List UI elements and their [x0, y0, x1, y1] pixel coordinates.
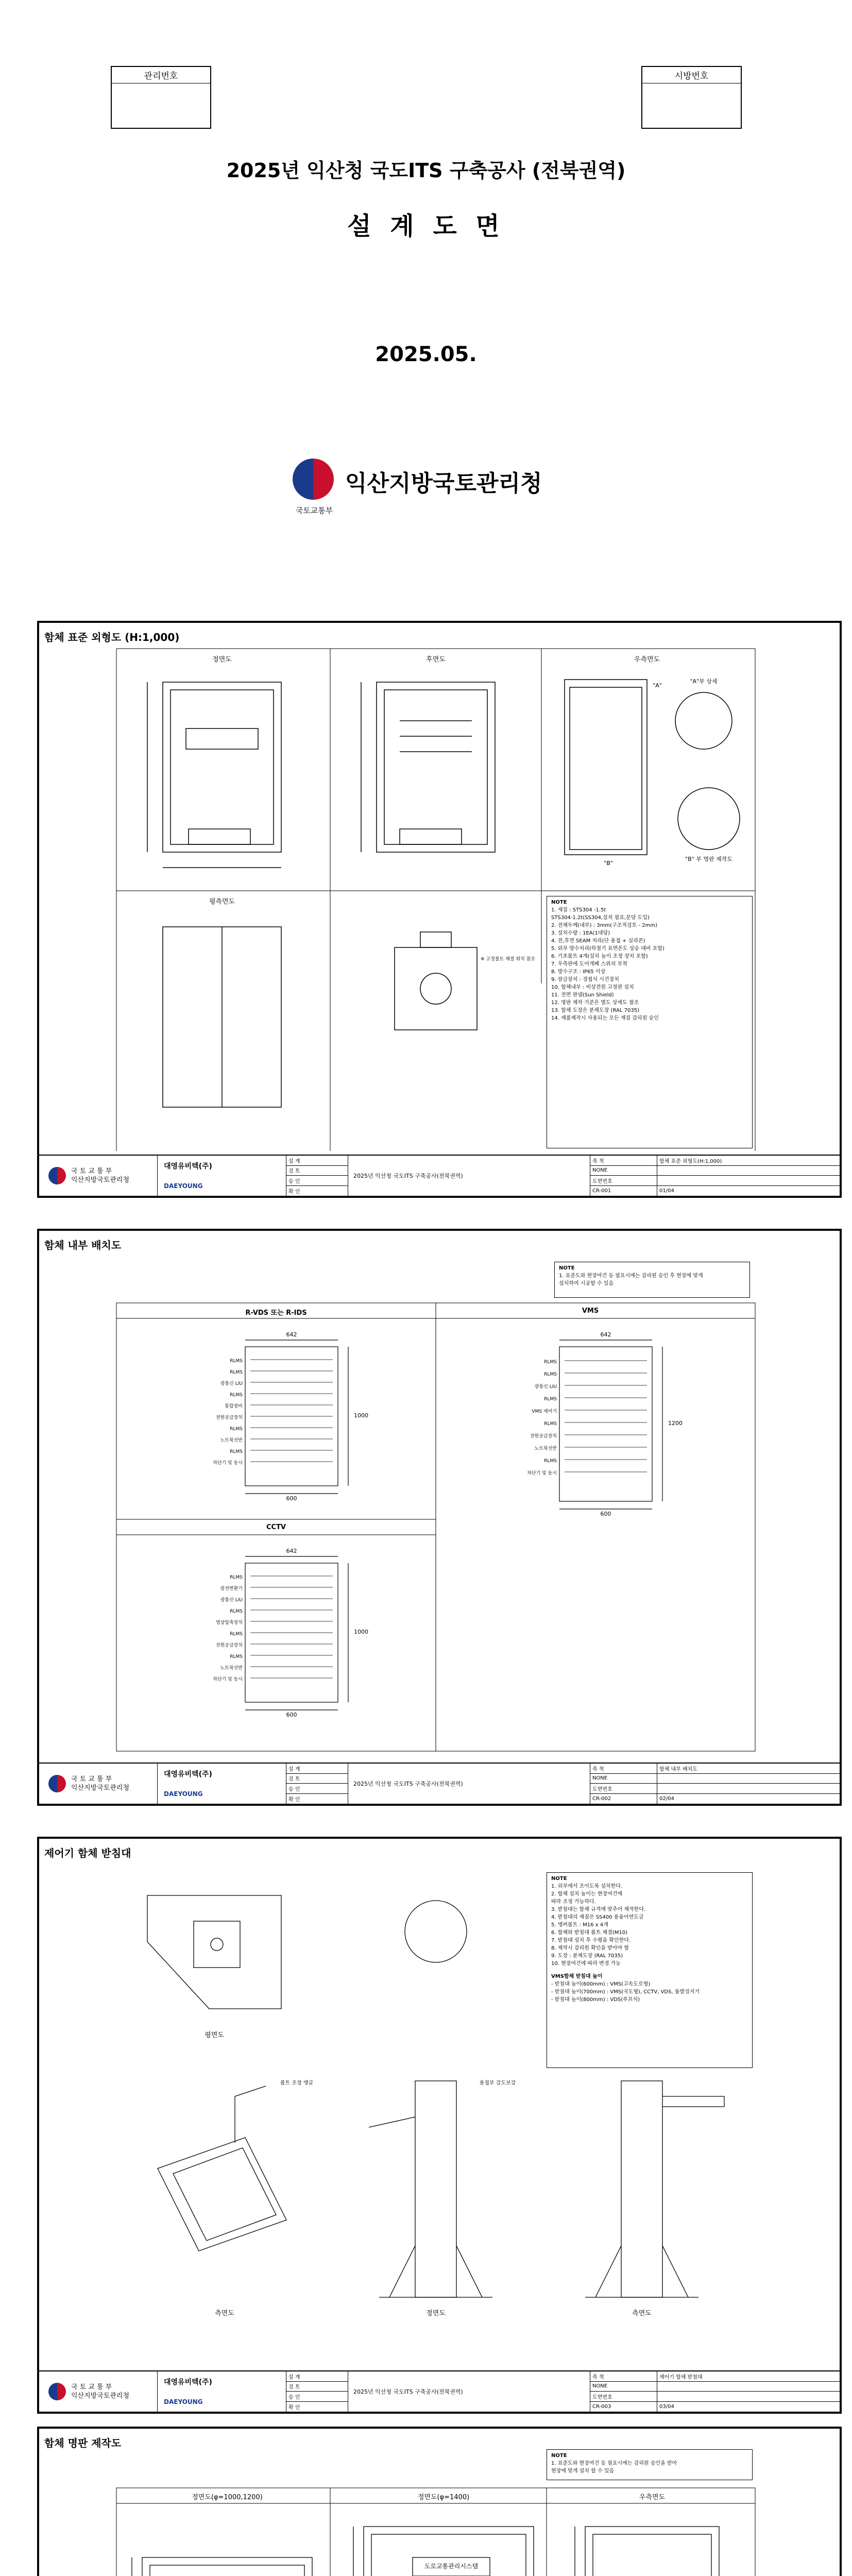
view-label-front: 정면도: [426, 2310, 446, 2317]
tb-role: 승 인: [286, 2392, 348, 2402]
component-label: RLMS: [544, 1397, 557, 1402]
emblem-icon: [293, 459, 334, 500]
plate-text: 도로교통관리시스템: [424, 2563, 479, 2570]
dim-base: 600: [600, 1511, 611, 1517]
view-label-front-b: 정면도(φ=1400): [417, 2494, 470, 2501]
ministry-name: 국토교통부: [295, 506, 333, 515]
component-label: 차단기 및 동시: [527, 1471, 557, 1476]
component-list: [178, 1355, 243, 1469]
component-label: 영상압축장치: [215, 1620, 243, 1625]
component-label: 차단기 및 동시: [213, 1677, 243, 1682]
component-label: 광통신 LIU: [220, 1381, 243, 1386]
view-label-right: 우측면도: [634, 656, 660, 664]
note-line: STS304-1.2t(SS304,설치 필요,문당 도입): [551, 915, 650, 921]
note-line: 5. 외부 방수처리(하절기 표면온도 상승 대비 포함): [551, 946, 664, 952]
component-label: RLMS: [230, 1370, 243, 1375]
agency-name: 익산지방국토관리청: [345, 470, 542, 497]
tb-company: 대영유비텍(주): [164, 2378, 212, 2386]
tb-dwg-title: 제어기 함체 받침대: [657, 2371, 840, 2382]
tb-dwg-title: 함체 표준 외형도(H:1,000): [657, 1156, 840, 1166]
tb-ministry: 국 토 교 통 부: [71, 1167, 112, 1175]
sub-heading: VMS함체 받침대 높이: [551, 1974, 603, 1979]
tb-page-num: 03/04: [659, 2403, 674, 2410]
component-label: RLMS: [230, 1654, 243, 1659]
title-block: [39, 2370, 840, 2412]
component-label: VMS 제어기: [532, 1409, 557, 1414]
note-line: 2. 함체 설치 높이는 현장여건에: [551, 1891, 623, 1897]
sheet-exterior: [37, 621, 842, 1198]
tb-project: 2025년 익산청 국도ITS 구축공사(전북권역): [348, 1156, 590, 1196]
tb-ministry: 국 토 교 통 부: [71, 2383, 112, 2391]
project-title: 2025년 익산청 국도ITS 구축공사 (전북권역): [226, 159, 626, 182]
note-line: 4. 받침대의 재질은 SS400 용융아연도금: [551, 1914, 644, 1920]
note-line: 8. 제작시 감리원 확인을 받아야 함: [551, 1945, 629, 1951]
dim-width: 642: [286, 1331, 297, 1338]
tb-scale-value: NONE: [590, 1166, 657, 1176]
component-label: 노트북선반: [534, 1446, 557, 1451]
component-label: RLMS: [230, 1575, 243, 1580]
note-line: 1. 외부에서 조이도록 설치한다.: [551, 1884, 623, 1889]
component-label: RLMS: [230, 1449, 243, 1454]
note-line: 7. 받침대 설치 후 수평을 확인한다.: [551, 1938, 631, 1943]
nameplate-drawing: [39, 2429, 840, 2576]
note-line: 14. 제품제작시 사용되는 모든 재질 감리원 승인: [551, 1015, 659, 1021]
detail-b-label: "B" 부 명판 제작도: [685, 856, 732, 862]
view-label-plan-side: 평측면도: [209, 898, 235, 906]
component-label: RLMS: [544, 1421, 557, 1427]
note-line: 10. 함체내부 : 비상전원 고정판 설치: [551, 985, 634, 990]
note-line: 5. 앵커볼트 : M16 x 4개: [551, 1922, 608, 1928]
tb-role: 검 토: [286, 2382, 348, 2392]
note-line: 6. 기초볼트 4개(설치 높이 조정 장치 포함): [551, 954, 648, 959]
component-label: 노트북선반: [220, 1666, 243, 1671]
tb-dwg-title: 함체 내부 배치도: [657, 1764, 840, 1774]
dim-height: 1000: [354, 1412, 368, 1419]
view-label-front: 정면도: [212, 656, 232, 664]
dim-width: 642: [600, 1331, 611, 1338]
sheet-title: 함체 명판 제작도: [44, 2437, 122, 2449]
tb-dwg-label: 도면번호: [590, 1176, 657, 1186]
note-line: 10. 현장여건에 따라 변경 가능: [551, 1961, 621, 1967]
management-number-box: [111, 66, 211, 129]
notes-heading: NOTE: [559, 1265, 575, 1271]
detail-a-label: "A"부 상세: [690, 678, 718, 685]
note-line: 6. 함체와 받침대 볼트 체결(M10): [551, 1930, 628, 1936]
note-line: 13. 함체 도장은 분체도장 (RAL 7035): [551, 1008, 639, 1013]
tb-project: 2025년 익산청 국도ITS 구축공사(전북권역): [348, 1764, 590, 1804]
tb-scale-label: 축 척: [590, 1156, 657, 1166]
title-block: [39, 1762, 840, 1804]
section-title: R-VDS 또는 R-IDS: [245, 1309, 307, 1317]
side-note: 볼트 조정 앵글: [280, 2080, 314, 2086]
tb-role: 검 토: [286, 1166, 348, 1176]
component-label: RLMS: [230, 1609, 243, 1614]
note-line: 설치하여 시공할 수 있음: [559, 1281, 614, 1286]
management-number-label: 관리번호: [112, 67, 210, 83]
view-label-rear: 후면도: [426, 656, 446, 664]
note-line: 9. 잠금장치 : 경첩식 시건장치: [551, 977, 619, 982]
component-label: 광통신 LIU: [534, 1384, 557, 1389]
tb-ministry: 국 토 교 통 부: [71, 1775, 112, 1783]
tb-role: 설 계: [286, 2371, 348, 2382]
component-label: RLMS: [544, 1360, 557, 1365]
tb-scale-label: 축 척: [590, 1764, 657, 1774]
tb-company-logo: DAEYOUNG: [164, 2398, 203, 2405]
detail-marker-a: "A": [653, 682, 662, 689]
sheet-interior: [37, 1229, 842, 1806]
component-label: 전원공급장치: [215, 1415, 243, 1420]
tb-sheet-no: CR-003: [592, 2403, 611, 2410]
component-label: 통합장비: [225, 1404, 243, 1409]
component-list: [178, 1572, 243, 1685]
view-label-front-a: 정면도(φ=1000,1200): [192, 2494, 263, 2501]
view-label-side-left: 측면도: [215, 2310, 234, 2317]
plan-note: ※ 고정볼트 체결 위치 참조: [481, 957, 535, 962]
sheet-stand: [37, 1837, 842, 2414]
document-date: 2025.05.: [375, 343, 477, 366]
tb-sheet-no: CR-002: [592, 1795, 611, 1802]
tb-scale-value: NONE: [590, 2382, 657, 2392]
tb-agency: 익산지방국토관리청: [71, 1784, 130, 1792]
notes-box: [547, 896, 753, 1148]
tb-company: 대영유비텍(주): [164, 1770, 212, 1778]
tb-dwg-label: 도면번호: [590, 1784, 657, 1794]
dim-height: 1000: [354, 1629, 368, 1635]
tb-project: 2025년 익산청 국도ITS 구축공사(전북권역): [348, 2371, 590, 2412]
view-label-side-right: 측면도: [632, 2310, 652, 2317]
tb-page-num: 01/04: [659, 1188, 674, 1194]
note-line: 1. 재질 : STS304 -1.5t: [551, 907, 606, 913]
sheet-title: 함체 표준 외형도 (H:1,000): [44, 631, 180, 643]
dim-base: 600: [286, 1711, 297, 1718]
tb-scale-value: NONE: [590, 1774, 657, 1784]
side-note: 용접부 강도보강: [479, 2080, 516, 2086]
note-line: 9. 도장 : 분체도장 (RAL 7035): [551, 1953, 623, 1959]
view-label-right: 우측면도: [639, 2494, 666, 2501]
component-label: 광통신 LIU: [220, 1598, 243, 1603]
notes-heading: NOTE: [551, 2453, 567, 2459]
sheet-title: 제어기 함체 받침대: [44, 1847, 131, 1859]
note-line: 3. 받침대는 함체 규격에 맞추어 제작한다.: [551, 1907, 646, 1912]
tb-company-logo: DAEYOUNG: [164, 1182, 203, 1190]
tb-role: 확 인: [288, 1797, 300, 1803]
note-line: 7. 우측판에 도어개폐 스위치 부착: [551, 961, 627, 967]
sheet-nameplate: [37, 2427, 842, 2576]
note-line: 1. 표준도와 현장여건 등 필요시에는 감리원 승인을 받아: [551, 2461, 677, 2466]
notes-heading: NOTE: [551, 900, 567, 905]
note-line: 11. 전면 판넬(Sun Shield): [551, 992, 614, 998]
notes-box: [547, 1872, 753, 2068]
tb-role: 검 토: [286, 1774, 348, 1784]
component-label: 차단기 및 동시: [213, 1461, 243, 1466]
tb-company: 대영유비텍(주): [164, 1162, 212, 1171]
tb-role: 확 인: [288, 1189, 300, 1195]
emblem-icon: [48, 1167, 66, 1184]
sub-item: - 받침대 높이(700mm) : VMS(국도형), CCTV, VDS, 돌발검지기: [551, 1989, 700, 1995]
component-label: RLMS: [230, 1632, 243, 1637]
interior-drawing: [39, 1231, 840, 1761]
notes-heading: NOTE: [551, 1876, 567, 1882]
note-line: 8. 방수구조 : IP65 이상: [551, 969, 606, 975]
title-block: [39, 1155, 840, 1196]
component-label: RLMS: [230, 1393, 243, 1398]
note-line: 1. 표준도와 현장여건 등 필요시에는 감리원 승인 후 현장에 맞게: [559, 1273, 703, 1279]
component-label: RLMS: [544, 1459, 557, 1464]
spec-number-label: 시방번호: [642, 67, 741, 83]
tb-role: 확 인: [288, 2404, 300, 2411]
section-title: VMS: [582, 1307, 599, 1315]
note-line: 따라 조정 가능하다.: [551, 1899, 596, 1905]
section-title: CCTV: [266, 1523, 286, 1531]
dim-width: 642: [286, 1548, 297, 1554]
detail-marker-b: "B": [604, 860, 613, 867]
sheet-title: 함체 내부 배치도: [44, 1239, 122, 1251]
tb-role: 설 계: [286, 1764, 348, 1774]
component-label: RLMS: [230, 1359, 243, 1364]
note-line: 4. 전,후면 SEAM 처리(단 용접 + 실리콘): [551, 938, 645, 944]
component-label: RLMS: [544, 1372, 557, 1377]
tb-agency: 익산지방국토관리청: [71, 2392, 130, 2400]
tb-role: 설 계: [286, 1156, 348, 1166]
sub-item: - 받침대 높이(800mm) : VDS(루프식): [551, 1997, 640, 2003]
tb-company-logo: DAEYOUNG: [164, 1790, 203, 1798]
component-label: RLMS: [230, 1427, 243, 1432]
note-line: 12. 명판 제작 기준은 별도 상세도 참조: [551, 1000, 639, 1006]
component-label: 광전변환기: [220, 1586, 243, 1591]
dim-height: 1200: [668, 1420, 683, 1427]
component-label: 전원공급장치: [530, 1434, 557, 1439]
view-label-plan: 평면도: [205, 2031, 224, 2039]
tb-role: 승 인: [286, 1176, 348, 1186]
component-label: 노트북선반: [220, 1438, 243, 1443]
tb-scale-label: 축 척: [590, 2371, 657, 2382]
tb-page-num: 02/04: [659, 1795, 674, 1802]
spec-number-box: [641, 66, 742, 129]
tb-sheet-no: CR-001: [592, 1188, 611, 1194]
sub-item: - 받침대 높이(600mm) : VMS(고속도로형): [551, 1981, 651, 1987]
emblem-icon: [48, 1775, 66, 1792]
agency-logo: [288, 453, 577, 526]
tb-agency: 익산지방국토관리청: [71, 1176, 130, 1184]
component-label: 전원공급장치: [215, 1643, 243, 1648]
note-line: 2. 전체두께(내부) : 3mm(구조적검토 - 2mm): [551, 923, 657, 928]
note-line: 현장에 맞게 설치 할 수 있음: [551, 2468, 615, 2474]
emblem-icon: [48, 2383, 66, 2400]
dim-base: 600: [286, 1495, 297, 1502]
tb-role: 승 인: [286, 1784, 348, 1794]
component-list: [492, 1356, 557, 1480]
tb-dwg-label: 도면번호: [590, 2392, 657, 2402]
note-line: 3. 설치수량 : 1EA(1대당): [551, 930, 610, 936]
document-title: 설 계 도 면: [347, 212, 505, 241]
